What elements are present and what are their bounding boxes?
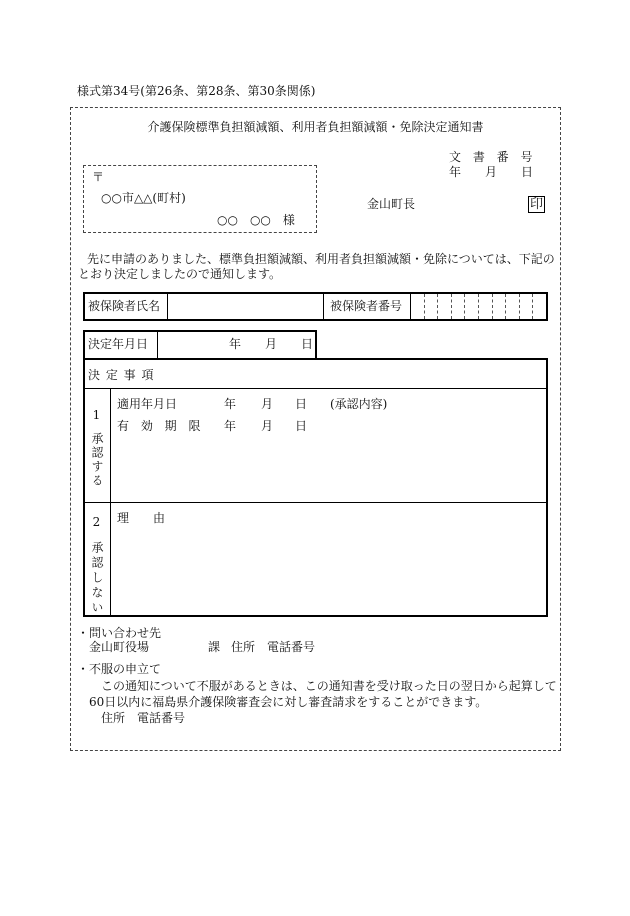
insured-number-label: 被保険者番号 xyxy=(330,299,403,313)
seal-stamp-box: 印 xyxy=(529,197,543,212)
recipient-name: ○○ ○○ 様 xyxy=(217,213,295,227)
appeal-line-1: この通知について不服があるときは、この通知書を受け取った日の翌日から起算して xyxy=(101,679,557,693)
decision-items-divider xyxy=(83,388,548,389)
postal-mark: 〒 xyxy=(92,170,105,184)
decision-date-value: 年 月 日 xyxy=(229,337,314,351)
insured-number-digit-cell xyxy=(451,294,465,319)
insured-number-digit-cell xyxy=(478,294,492,319)
validity-month: 月 xyxy=(261,419,274,433)
insured-number-digit-boxes xyxy=(411,294,546,319)
insured-number-digit-cell xyxy=(411,294,424,319)
insured-number-digit-cell xyxy=(424,294,438,319)
decision-date-divider xyxy=(157,330,158,359)
deny-option-label: 承認しない xyxy=(90,541,104,616)
deny-reason-label: 理 由 xyxy=(117,511,166,525)
apply-date-label: 適用年月日 xyxy=(117,397,178,411)
apply-date-month: 月 xyxy=(261,397,274,411)
approval-content-label: (承認内容) xyxy=(330,397,388,411)
issue-date-label: 年 月 日 xyxy=(449,165,534,179)
validity-period-label: 有 効 期 限 xyxy=(117,419,205,433)
form-number: 様式第34号(第26条、第28条、第30条関係) xyxy=(77,84,316,98)
decision-items-label: 決 定 事 項 xyxy=(88,368,155,382)
insured-number-digit-cell xyxy=(519,294,533,319)
insured-number-digit-cell xyxy=(464,294,478,319)
option-number-column-divider xyxy=(110,388,111,617)
insured-number-digit-cell xyxy=(492,294,506,319)
name-label-divider xyxy=(167,292,168,321)
inquiry-heading: ・問い合わせ先 xyxy=(77,626,162,640)
approve-deny-divider xyxy=(83,502,548,503)
intro-line-1: 先に申請のありました、標準負担額減額、利用者負担額減額・免除については、下記の xyxy=(87,252,555,266)
insured-name-label: 被保険者氏名 xyxy=(88,299,161,313)
inquiry-office: 金山町役場 xyxy=(89,640,150,654)
inquiry-section: 課 xyxy=(208,640,221,654)
validity-year: 年 xyxy=(224,419,237,433)
deny-option-number: 2 xyxy=(92,515,101,529)
appeal-phone-label: 電話番号 xyxy=(137,711,186,725)
document-number-label: 文 書 番 号 xyxy=(449,150,537,164)
apply-date-day: 日 xyxy=(295,397,308,411)
decision-date-label: 決定年月日 xyxy=(88,337,149,351)
document-title: 介護保険標準負担額減額、利用者負担額減額・免除決定通知書 xyxy=(147,120,484,134)
inquiry-phone-label: 電話番号 xyxy=(267,640,316,654)
appeal-address-label: 住所 xyxy=(101,711,126,725)
insured-number-digit-cell xyxy=(532,294,546,319)
appeal-heading: ・不服の申立て xyxy=(77,662,162,676)
inquiry-address-label: 住所 xyxy=(231,640,256,654)
validity-day: 日 xyxy=(295,419,308,433)
intro-line-2: とおり決定しましたので通知します。 xyxy=(78,267,282,281)
insured-number-digit-cell xyxy=(437,294,451,319)
apply-date-year: 年 xyxy=(224,397,237,411)
name-value-divider xyxy=(323,292,324,321)
approve-option-number: 1 xyxy=(92,408,101,422)
approve-option-label: 承認する xyxy=(90,432,104,488)
mayor-title: 金山町長 xyxy=(367,197,416,211)
appeal-line-2: 60日以内に福島県介護保険審査会に対し審査請求をすることができます。 xyxy=(89,695,488,709)
address-city: ○○市△△(町村) xyxy=(101,191,186,205)
insured-number-digit-cell xyxy=(505,294,519,319)
